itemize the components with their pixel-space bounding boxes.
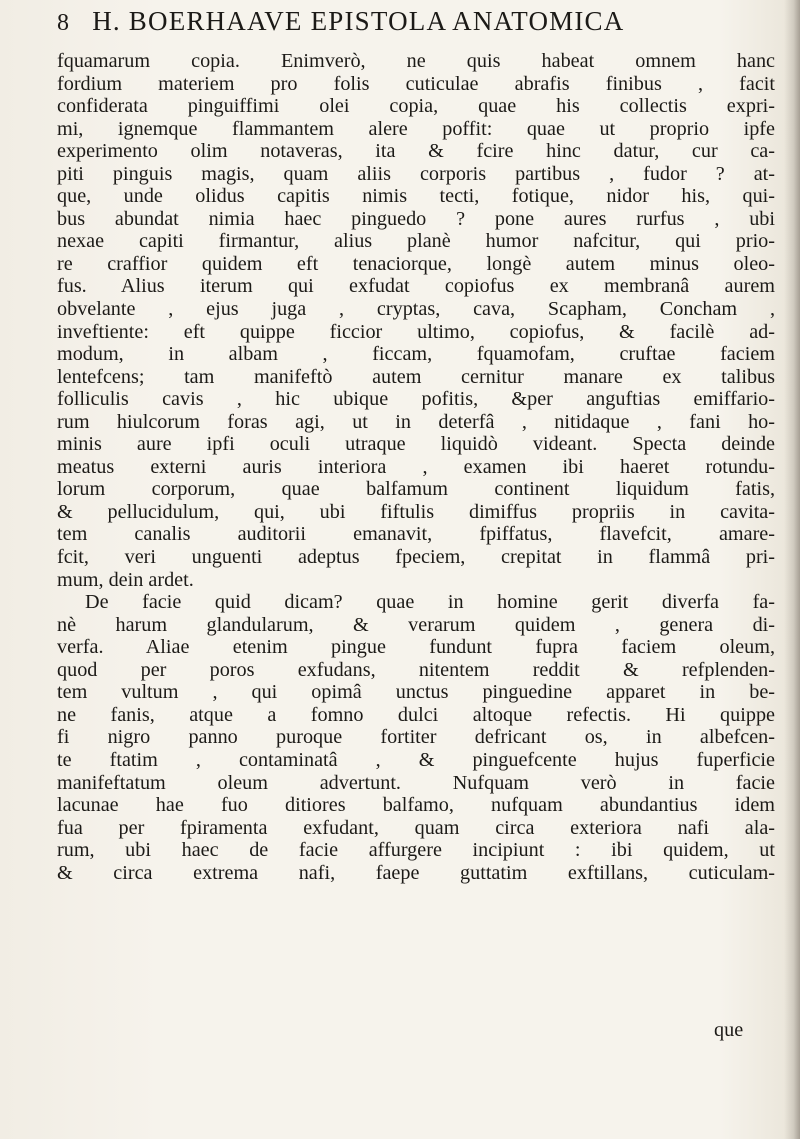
text-line: piti pinguis magis, quam aliis corporis partibus , fudor ? at- bbox=[57, 162, 775, 185]
running-header bbox=[57, 6, 757, 50]
paragraph-end-line: mum, dein ardet. bbox=[57, 568, 194, 591]
text-line: re craffior quidem eft tenaciorque, longè autem minus oleo- bbox=[57, 252, 775, 275]
text-line: modum, in albam , ficcam, fquamofam, cruftae faciem bbox=[57, 343, 775, 366]
text-line: & circa extrema nafi, faepe guttatim exftillans, cuticulam- bbox=[57, 861, 775, 884]
text-line: rum hiulcorum foras agi, ut in deterfâ , nitidaque , fani ho- bbox=[57, 410, 775, 433]
page-gutter-shadow bbox=[784, 0, 800, 1139]
catchword: que bbox=[714, 1019, 744, 1041]
text-line: nè harum glandularum, & verarum quidem , genera di- bbox=[57, 613, 775, 636]
text-line: lentefcens; tam manifeftò autem cernitur manare ex talibus bbox=[57, 365, 775, 388]
text-line: inveftiente: eft quippe ficcior ultimo, copiofus, & facilè ad- bbox=[57, 320, 775, 343]
text-line: obvelante , ejus juga , cryptas, cava, Scapham, Concham , bbox=[57, 298, 775, 321]
body-text bbox=[57, 50, 775, 884]
text-line: meatus externi auris interiora , examen ibi haeret rotundu- bbox=[57, 455, 775, 478]
text-line: te ftatim , contaminatâ , & pinguefcente hujus fuperficie bbox=[57, 748, 775, 771]
text-line: fi nigro panno puroque fortiter defricant os, in albefcen- bbox=[57, 726, 775, 749]
text-line: bus abundat nimia haec pinguedo ? pone aures rurfus , ubi bbox=[57, 207, 775, 230]
text-line: que, unde olidus capitis nimis tecti, fotique, nidor his, qui- bbox=[57, 185, 775, 208]
text-line: minis aure ipfi oculi utraque liquidò videant. Specta deinde bbox=[57, 433, 775, 456]
text-line: confiderata pinguiffimi olei copia, quae his collectis expri- bbox=[57, 95, 775, 118]
text-line: quod per poros exfudans, nitentem reddit & refplenden- bbox=[57, 658, 775, 681]
text-line: nexae capiti firmantur, alius planè humor nafcitur, qui prio- bbox=[57, 230, 775, 253]
text-line: experimento olim notaveras, ita & fcire hinc datur, cur ca- bbox=[57, 140, 775, 163]
text-line: manifeftatum oleum advertunt. Nufquam verò in facie bbox=[57, 771, 775, 794]
text-line: lorum corporum, quae balfamum continent liquidum fatis, bbox=[57, 478, 775, 501]
paragraph-start-line: De facie quid dicam? quae in homine gerit diverfa fa- bbox=[85, 591, 775, 614]
text-line: & pellucidulum, qui, ubi fiftulis dimiffus propriis in cavita- bbox=[57, 500, 775, 523]
text-line: fcit, veri unguenti adeptus fpeciem, crepitat in flammâ pri- bbox=[57, 546, 775, 569]
running-title: H. BOERHAAVE EPISTOLA ANATOMICA bbox=[92, 6, 625, 36]
text-line: fquamarum copia. Enimverò, ne quis habeat omnem hanc bbox=[57, 50, 775, 72]
text-line: lacunae hae fuo ditiores balfamo, nufquam abundantius idem bbox=[57, 794, 775, 817]
text-line: tem canalis auditorii emanavit, fpiffatus, flavefcit, amare- bbox=[57, 523, 775, 546]
text-line: fus. Alius iterum qui exfudat copiofus ex membranâ aurem bbox=[57, 275, 775, 298]
text-line: ne fanis, atque a fomno dulci altoque refectis. Hi quippe bbox=[57, 703, 775, 726]
text-line: tem vultum , qui opimâ unctus pinguedine apparet in be- bbox=[57, 681, 775, 704]
text-line: verfa. Aliae etenim pingue fundunt fupra faciem oleum, bbox=[57, 636, 775, 659]
text-line: fordium materiem pro folis cuticulae abrafis finibus , facit bbox=[57, 72, 775, 95]
text-line: folliculis cavis , hic ubique pofitis, &per anguftias emiffario- bbox=[57, 388, 775, 411]
text-line: rum, ubi haec de facie affurgere incipiunt : ibi quidem, ut bbox=[57, 839, 775, 862]
page-number: 8 bbox=[57, 10, 71, 36]
text-line: fua per fpiramenta exfudant, quam circa exteriora nafi ala- bbox=[57, 816, 775, 839]
text-line: mi, ignemque flammantem alere poffit: quae ut proprio ipfe bbox=[57, 117, 775, 140]
